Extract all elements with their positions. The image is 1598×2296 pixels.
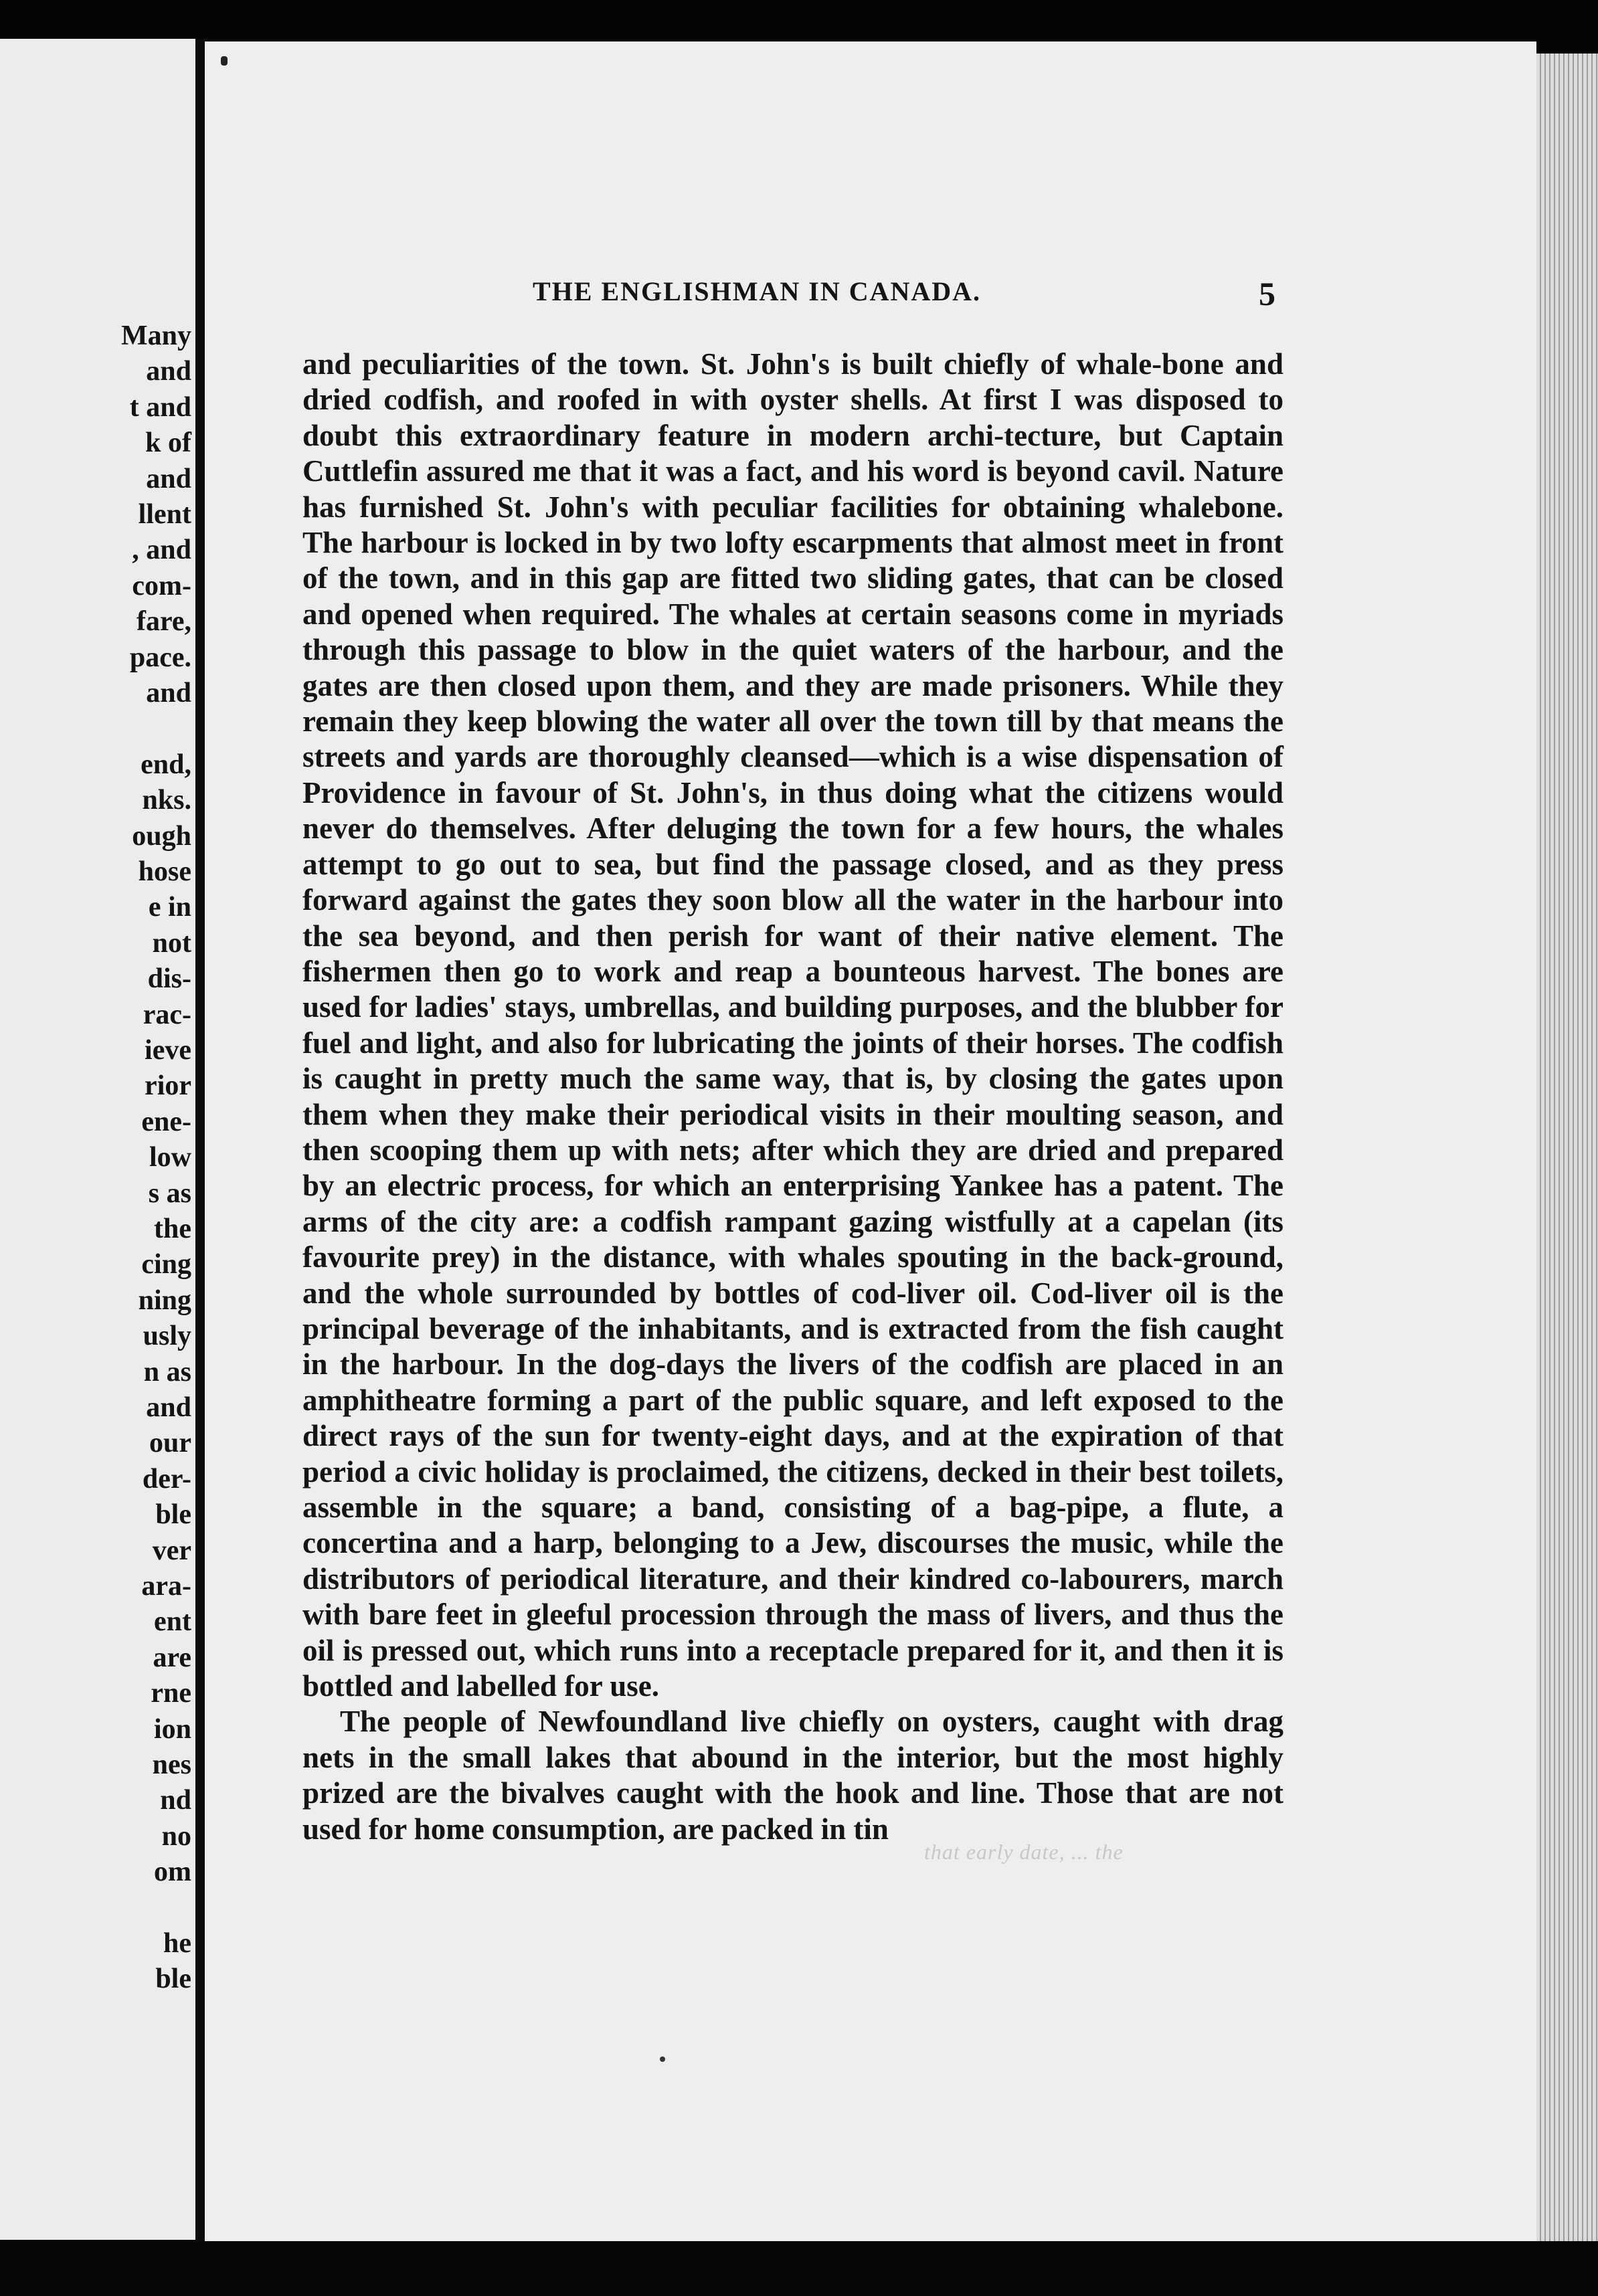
left-page-fragment: and bbox=[146, 356, 191, 387]
left-page-fragment: and bbox=[146, 463, 191, 494]
left-page-fragment: nes bbox=[152, 1749, 191, 1780]
left-page-fragment: e in bbox=[148, 892, 191, 923]
left-page-fragment: hose bbox=[138, 856, 191, 887]
book-gutter bbox=[195, 39, 205, 2246]
left-page-fragment: nks. bbox=[142, 785, 191, 816]
left-page-fragment: ent bbox=[154, 1606, 191, 1638]
ink-speck bbox=[660, 2056, 665, 2062]
left-page-fragment: nd bbox=[160, 1785, 191, 1816]
stacked-page-edges bbox=[1536, 54, 1598, 2261]
left-page-fragment: end, bbox=[141, 749, 191, 780]
left-page-fragment: not bbox=[152, 927, 191, 959]
left-page-fragment: he bbox=[163, 1928, 191, 1959]
left-page-fragment: Many bbox=[121, 320, 191, 351]
left-page-fragment: s as bbox=[148, 1177, 191, 1209]
paragraph-2: The people of Newfoundland live chiefly on oysters, caught with drag nets in the small lakes that abound in the interior, but the most highly prized are the bivalves caught with the hook and line. Those that are not used for home consumption, are packed in tin bbox=[302, 1705, 1283, 1846]
left-page-fragment: t and bbox=[129, 391, 191, 423]
left-page-fragment: and bbox=[146, 1392, 191, 1423]
ink-dot bbox=[221, 56, 228, 66]
left-page-fragment: llent bbox=[138, 499, 191, 530]
left-page-fragment: om bbox=[154, 1856, 191, 1888]
right-page bbox=[205, 41, 1536, 2242]
left-page-fragment: ver bbox=[152, 1535, 191, 1566]
paragraph-1: and peculiarities of the town. St. John's is built chiefly of whale-bone and dried codfish, and roofed in with oyster shells. At first I was disposed to doubt this extraordinary feature in modern archi-tecture, but Captain Cuttlefin assured me that it was a fact, and his word is beyond cavil. Nature has furnished St. John's with peculiar facilities for obtaining whalebone. The harbour is locked in by two lofty escarpments that almost meet in front of the town, and in this gap are fitted two sliding gates, that can be closed and opened when required. The whales at certain seasons come in myriads through this passage to blow in the quiet waters of the harbour, and the gates are then closed upon them, and they are made prisoners. While they remain they keep blowing the water all over the town till by that means the streets and yards are thoroughly cleansed—which is a wise dispensation of Providence in favour of St. John's, in thus doing what the citizens would never do themselves. After deluging the town for a few hours, the whales attempt to go out to sea, but find the passage closed, and as they press forward against the gates they soon blow all the water in the harbour into the sea beyond, and then perish for want of their native element. The fishermen then go to work and reap a bounteous harvest. The bones are used for ladies' stays, umbrellas, and building purposes, and the blubber for fuel and light, and also for lubricating the joints of their horses. The codfish is caught in pretty much the same way, that is, by closing the gates upon them when they make their periodical visits in their moulting season, and then scooping them up with nets; after which they are dried and prepared by an electric process, for which an enterprising Yankee has a patent. The arms of the city are: a codfish rampant gazing wistfully at a capelan (its favourite prey) in the distance, with whales spouting in the back-ground, and the whole surrounded by bottles of cod-liver oil. Cod-liver oil is the principal beverage of the inhabitants, and is extracted from the fish caught in the harbour. In the dog-days the livers of the codfish are placed in an amphitheatre forming a part of the public square, and left exposed to the direct rays of the sun for twenty-eight days, and at the expiration of that period a civic holiday is proclaimed, the citizens, decked in their best toilets, assemble in the square; a band, consisting of a bag-pipe, a flute, a concertina and a harp, belonging to a Jew, discourses the music, while the distributors of periodical literature, and their kindred co-labourers, march with bare feet in gleeful procession through the mass of livers, and thus the oil is pressed out, which runs into a receptacle prepared for it, and then it is bottled and labelled for use. bbox=[302, 347, 1283, 1703]
left-page-fragment: der- bbox=[142, 1463, 191, 1495]
bleed-through-text: that early date, ... the bbox=[924, 1840, 1124, 1864]
left-page-fragment: dis- bbox=[147, 963, 191, 995]
left-page-fragment: no bbox=[161, 1820, 191, 1852]
left-page-fragment: k of bbox=[145, 427, 191, 459]
left-page-fragment: rne bbox=[151, 1678, 191, 1709]
left-page-fragment: ene- bbox=[141, 1106, 191, 1137]
left-page-fragment: usly bbox=[143, 1321, 191, 1352]
left-page-fragment: and bbox=[146, 678, 191, 708]
left-page-fragment: ough bbox=[132, 820, 191, 852]
left-page bbox=[0, 39, 195, 2240]
left-page-fragment: ion bbox=[153, 1713, 191, 1745]
left-page-fragment: ble bbox=[155, 1499, 191, 1531]
left-page-fragment: n as bbox=[143, 1356, 191, 1388]
left-page-fragment: com- bbox=[132, 570, 191, 601]
left-page-fragment: rior bbox=[145, 1070, 191, 1102]
left-page-fragment: low bbox=[149, 1142, 191, 1173]
left-page-fragment: rac- bbox=[143, 999, 191, 1030]
left-page-fragment: are bbox=[153, 1642, 191, 1673]
left-page-fragment: , and bbox=[132, 535, 191, 566]
body-text bbox=[302, 347, 1283, 1847]
left-page-fragment: our bbox=[149, 1428, 191, 1459]
left-page-fragment: ara- bbox=[141, 1571, 191, 1602]
left-page-fragment: pace. bbox=[129, 642, 191, 673]
left-page-fragment: ble bbox=[155, 1964, 191, 1995]
left-page-fragment: ieve bbox=[145, 1035, 191, 1066]
page-number: 5 bbox=[1259, 275, 1275, 312]
left-page-fragment: the bbox=[154, 1214, 191, 1244]
left-page-fragment: ning bbox=[138, 1284, 191, 1316]
scan-border-bottom bbox=[0, 2241, 1598, 2296]
running-head-title: THE ENGLISHMAN IN CANADA. bbox=[533, 276, 982, 306]
left-page-fragment: fare, bbox=[136, 606, 191, 638]
left-page-fragment: cing bbox=[141, 1249, 191, 1280]
